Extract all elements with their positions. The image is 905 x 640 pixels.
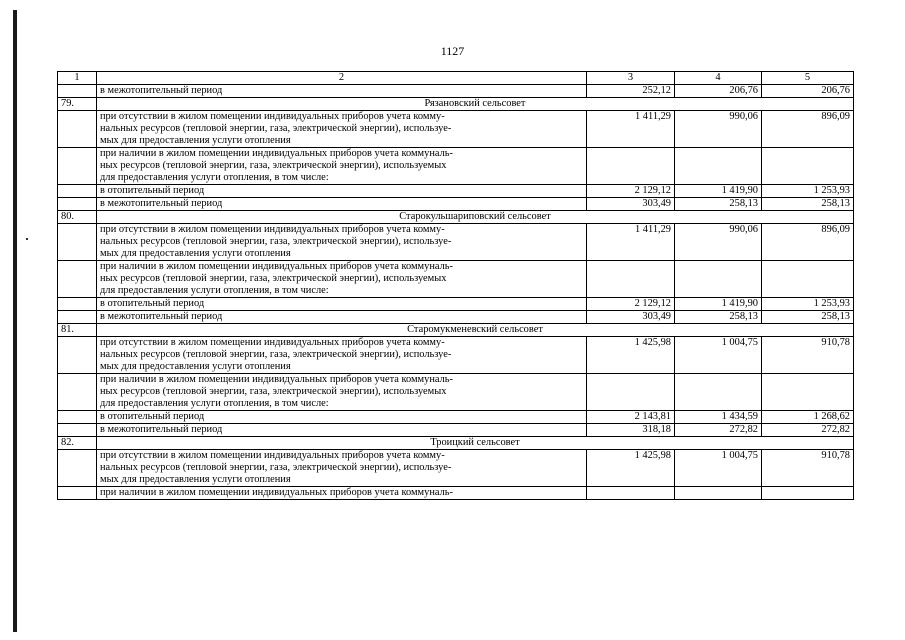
- section-header-row: [58, 324, 854, 337]
- table-row: [58, 261, 854, 298]
- row-description: [97, 487, 587, 500]
- description-line: для предоставления услуги отопления, в том числе:: [100, 285, 329, 296]
- row-number-cell: [58, 424, 97, 437]
- section-title: Старокульшариповский сельсовет: [97, 211, 854, 224]
- value-cell: 252,12: [587, 85, 675, 98]
- value-cell: 303,49: [587, 311, 675, 324]
- value-cell: 1 268,62: [762, 411, 854, 424]
- section-header-row: [58, 98, 854, 111]
- value-cell: 896,09: [762, 111, 854, 148]
- row-number-cell: [58, 411, 97, 424]
- section-title: Старомукменевский сельсовет: [97, 324, 854, 337]
- row-number-cell: [58, 111, 97, 148]
- row-number-cell: [58, 261, 97, 298]
- section-number: 81.: [58, 324, 97, 337]
- value-cell: 272,82: [762, 424, 854, 437]
- value-cell: [762, 148, 854, 185]
- value-cell: 1 004,75: [675, 450, 762, 487]
- value-cell: 1 411,29: [587, 111, 675, 148]
- value-cell: 258,13: [675, 198, 762, 211]
- value-cell: [587, 374, 675, 411]
- value-cell: 990,06: [675, 111, 762, 148]
- tariff-table: [57, 71, 854, 500]
- description-line: ных ресурсов (тепловой энергии, газа, электрической энергии), используемых: [100, 273, 447, 284]
- value-cell: 272,82: [675, 424, 762, 437]
- table-row: [58, 450, 854, 487]
- section-header-row: [58, 211, 854, 224]
- row-number-cell: [58, 185, 97, 198]
- description-line: в межотопительный период: [100, 311, 223, 322]
- value-cell: 303,49: [587, 198, 675, 211]
- value-cell: 1 253,93: [762, 185, 854, 198]
- value-cell: [762, 261, 854, 298]
- row-number-cell: [58, 374, 97, 411]
- description-line: мых для предоставления услуги отопления: [100, 135, 291, 146]
- description-line: ных ресурсов (тепловой энергии, газа, электрической энергии), используемых: [100, 386, 447, 397]
- value-cell: 1 434,59: [675, 411, 762, 424]
- value-cell: [675, 148, 762, 185]
- value-cell: 318,18: [587, 424, 675, 437]
- row-number-cell: [58, 337, 97, 374]
- value-cell: 258,13: [762, 198, 854, 211]
- value-cell: 1 253,93: [762, 298, 854, 311]
- description-line: в межотопительный период: [100, 424, 223, 435]
- column-header: 4: [675, 72, 762, 85]
- row-number-cell: [58, 450, 97, 487]
- value-cell: [675, 261, 762, 298]
- table-row: [58, 411, 854, 424]
- description-line: при отсутствии в жилом помещении индивидуальных приборов учета комму-: [100, 224, 445, 235]
- row-number-cell: [58, 224, 97, 261]
- row-number-cell: [58, 148, 97, 185]
- section-number: 82.: [58, 437, 97, 450]
- description-line: для предоставления услуги отопления, в том числе:: [100, 172, 329, 183]
- value-cell: [587, 487, 675, 500]
- value-cell: 1 411,29: [587, 224, 675, 261]
- value-cell: 1 004,75: [675, 337, 762, 374]
- value-cell: 1 425,98: [587, 450, 675, 487]
- description-line: при отсутствии в жилом помещении индивидуальных приборов учета комму-: [100, 450, 445, 461]
- description-line: нальных ресурсов (тепловой энергии, газа, электрической энергии), используе-: [100, 236, 452, 247]
- value-cell: 990,06: [675, 224, 762, 261]
- table-row: [58, 311, 854, 324]
- value-cell: 910,78: [762, 450, 854, 487]
- table-row: [58, 148, 854, 185]
- row-description: в межотопительный период: [97, 85, 587, 98]
- description-line: нальных ресурсов (тепловой энергии, газа, электрической энергии), используе-: [100, 349, 452, 360]
- value-cell: 1 425,98: [587, 337, 675, 374]
- value-cell: 2 129,12: [587, 185, 675, 198]
- page-number: 1127: [440, 44, 465, 58]
- value-cell: 910,78: [762, 337, 854, 374]
- row-number-cell: [58, 298, 97, 311]
- row-number-cell: [58, 487, 97, 500]
- table-row: [58, 185, 854, 198]
- value-cell: [587, 261, 675, 298]
- row-description: [97, 224, 587, 261]
- row-description: [97, 337, 587, 374]
- value-cell: [675, 374, 762, 411]
- description-line: в отопительный период: [100, 185, 205, 196]
- description-line: в отопительный период: [100, 411, 205, 422]
- description-line: нальных ресурсов (тепловой энергии, газа, электрической энергии), используе-: [100, 462, 452, 473]
- value-cell: 206,76: [675, 85, 762, 98]
- description-line: в межотопительный период: [100, 198, 223, 209]
- section-header-row: [58, 437, 854, 450]
- row-number-cell: [58, 85, 97, 98]
- value-cell: 2 143,81: [587, 411, 675, 424]
- section-number: 80.: [58, 211, 97, 224]
- column-header: 2: [97, 72, 587, 85]
- row-description: [97, 261, 587, 298]
- row-number-cell: [58, 198, 97, 211]
- column-header: 3: [587, 72, 675, 85]
- value-cell: 206,76: [762, 85, 854, 98]
- description-line: при наличии в жилом помещении индивидуальных приборов учета коммуналь-: [100, 148, 453, 159]
- table-row: [58, 487, 854, 500]
- description-line: мых для предоставления услуги отопления: [100, 361, 291, 372]
- value-cell: 258,13: [762, 311, 854, 324]
- value-cell: 258,13: [675, 311, 762, 324]
- row-number-cell: [58, 311, 97, 324]
- section-number: 79.: [58, 98, 97, 111]
- table-row: [58, 424, 854, 437]
- value-cell: 2 129,12: [587, 298, 675, 311]
- value-cell: 1 419,90: [675, 185, 762, 198]
- row-description: [97, 424, 587, 437]
- description-line: при наличии в жилом помещении индивидуальных приборов учета коммуналь-: [100, 261, 453, 272]
- table-row: [58, 337, 854, 374]
- value-cell: [675, 487, 762, 500]
- description-line: мых для предоставления услуги отопления: [100, 248, 291, 259]
- row-description: [97, 298, 587, 311]
- description-line: для предоставления услуги отопления, в том числе:: [100, 398, 329, 409]
- row-description: [97, 450, 587, 487]
- description-line: нальных ресурсов (тепловой энергии, газа, электрической энергии), используе-: [100, 123, 452, 134]
- table-row: [58, 111, 854, 148]
- row-description: [97, 198, 587, 211]
- description-line: мых для предоставления услуги отопления: [100, 474, 291, 485]
- value-cell: [762, 374, 854, 411]
- description-line: в отопительный период: [100, 298, 205, 309]
- table-row: [58, 198, 854, 211]
- description-line: при отсутствии в жилом помещении индивидуальных приборов учета комму-: [100, 111, 445, 122]
- section-title: Рязановский сельсовет: [97, 98, 854, 111]
- row-description: [97, 148, 587, 185]
- table-row: [58, 224, 854, 261]
- table-row: [58, 298, 854, 311]
- row-description: [97, 311, 587, 324]
- scan-speck: [26, 238, 28, 240]
- value-cell: 896,09: [762, 224, 854, 261]
- table-row: [58, 374, 854, 411]
- description-line: ных ресурсов (тепловой энергии, газа, электрической энергии), используемых: [100, 160, 447, 171]
- description-line: при наличии в жилом помещении индивидуальных приборов учета коммуналь-: [100, 487, 453, 498]
- column-header-row: [58, 72, 854, 85]
- value-cell: [762, 487, 854, 500]
- column-header: 1: [58, 72, 97, 85]
- section-title: Троицкий сельсовет: [97, 437, 854, 450]
- column-header: 5: [762, 72, 854, 85]
- row-description: [97, 111, 587, 148]
- scan-edge-shadow: [13, 10, 17, 632]
- value-cell: 1 419,90: [675, 298, 762, 311]
- row-description: [97, 185, 587, 198]
- row-description: [97, 411, 587, 424]
- description-line: при наличии в жилом помещении индивидуальных приборов учета коммуналь-: [100, 374, 453, 385]
- table-row: [58, 85, 854, 98]
- description-line: при отсутствии в жилом помещении индивидуальных приборов учета комму-: [100, 337, 445, 348]
- value-cell: [587, 148, 675, 185]
- row-description: [97, 374, 587, 411]
